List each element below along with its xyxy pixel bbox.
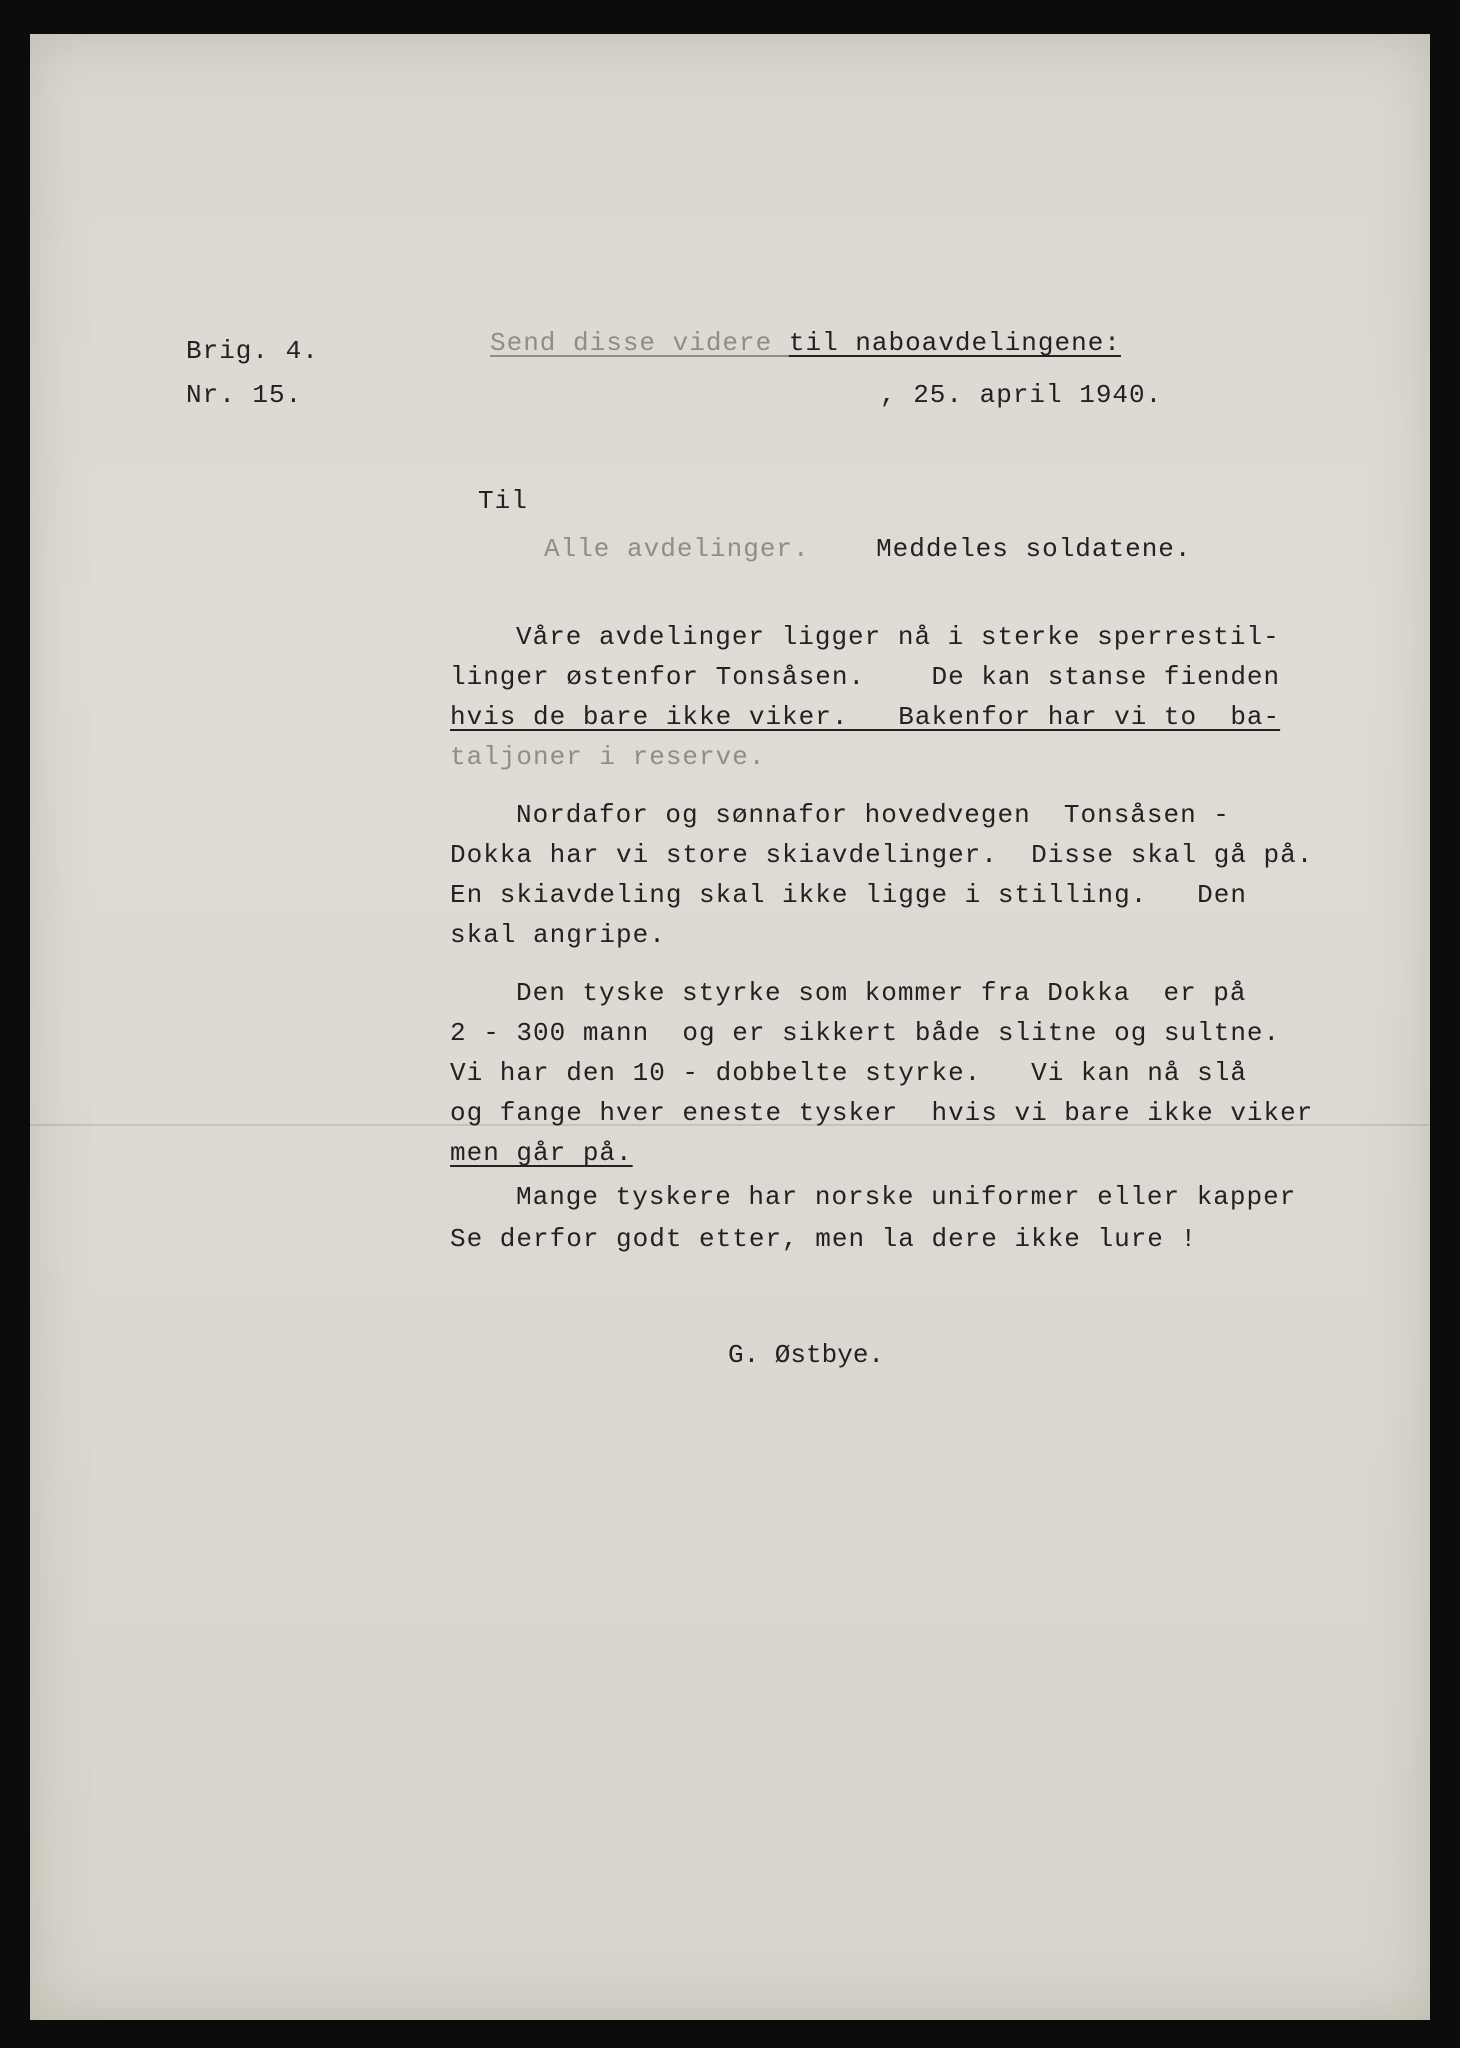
paragraph-3-line-1: Den tyske styrke som kommer fra Dokka er på [516,978,1247,1008]
forwarding-instruction-main: til naboavdelingene: [788,328,1121,358]
paragraph-2-line-2: Dokka har vi store skiavdelinger. Disse skal gå på. [450,840,1314,870]
paragraph-1-line-3: hvis de bare ikke viker. Bakenfor har vi to ba- [450,702,1281,732]
signature: G. Østbye. [728,1340,885,1370]
paragraph-2-line-4: skal angripe. [450,920,666,950]
paragraph-4-line-2: Se derfor godt etter, men la dere ikke lure ! [450,1224,1198,1254]
document-page [30,34,1430,2020]
paragraph-3-line-3: Vi har den 10 - dobbelte styrke. Vi kan nå slå [450,1058,1247,1088]
paragraph-4-line-1: Mange tyskere har norske uniformer eller kapper [516,1182,1297,1212]
paragraph-1-line-4: taljoner i reserve. [450,742,766,772]
recipients-line [544,534,1192,564]
number-label: Nr. 15. [186,380,303,410]
brigade-label: Brig. 4. [186,336,319,366]
date-line: , 25. april 1940. [880,380,1163,410]
forwarding-instruction-faint: Send disse videre [490,328,789,358]
recipients-faint: Alle avdelinger. [544,534,810,564]
forwarding-instruction [490,328,1121,358]
paragraph-3-line-5: men går på. [450,1138,633,1168]
paragraph-2-line-1: Nordafor og sønnafor hovedvegen Tonsåsen - [516,800,1230,830]
paragraph-3-line-2: 2 - 300 mann og er sikkert både slitne og sultne. [450,1018,1281,1048]
paragraph-2-line-3: En skiavdeling skal ikke ligge i stilling. Den [450,880,1247,910]
paragraph-1-line-2: linger østenfor Tonsåsen. De kan stanse fienden [450,662,1281,692]
recipients-main: Meddeles soldatene. [876,534,1192,564]
to-label: Til [478,486,528,516]
paragraph-1-line-1: Våre avdelinger ligger nå i sterke sperrestil- [516,622,1280,652]
paragraph-3-line-4: og fange hver eneste tysker hvis vi bare ikke viker [450,1098,1314,1128]
